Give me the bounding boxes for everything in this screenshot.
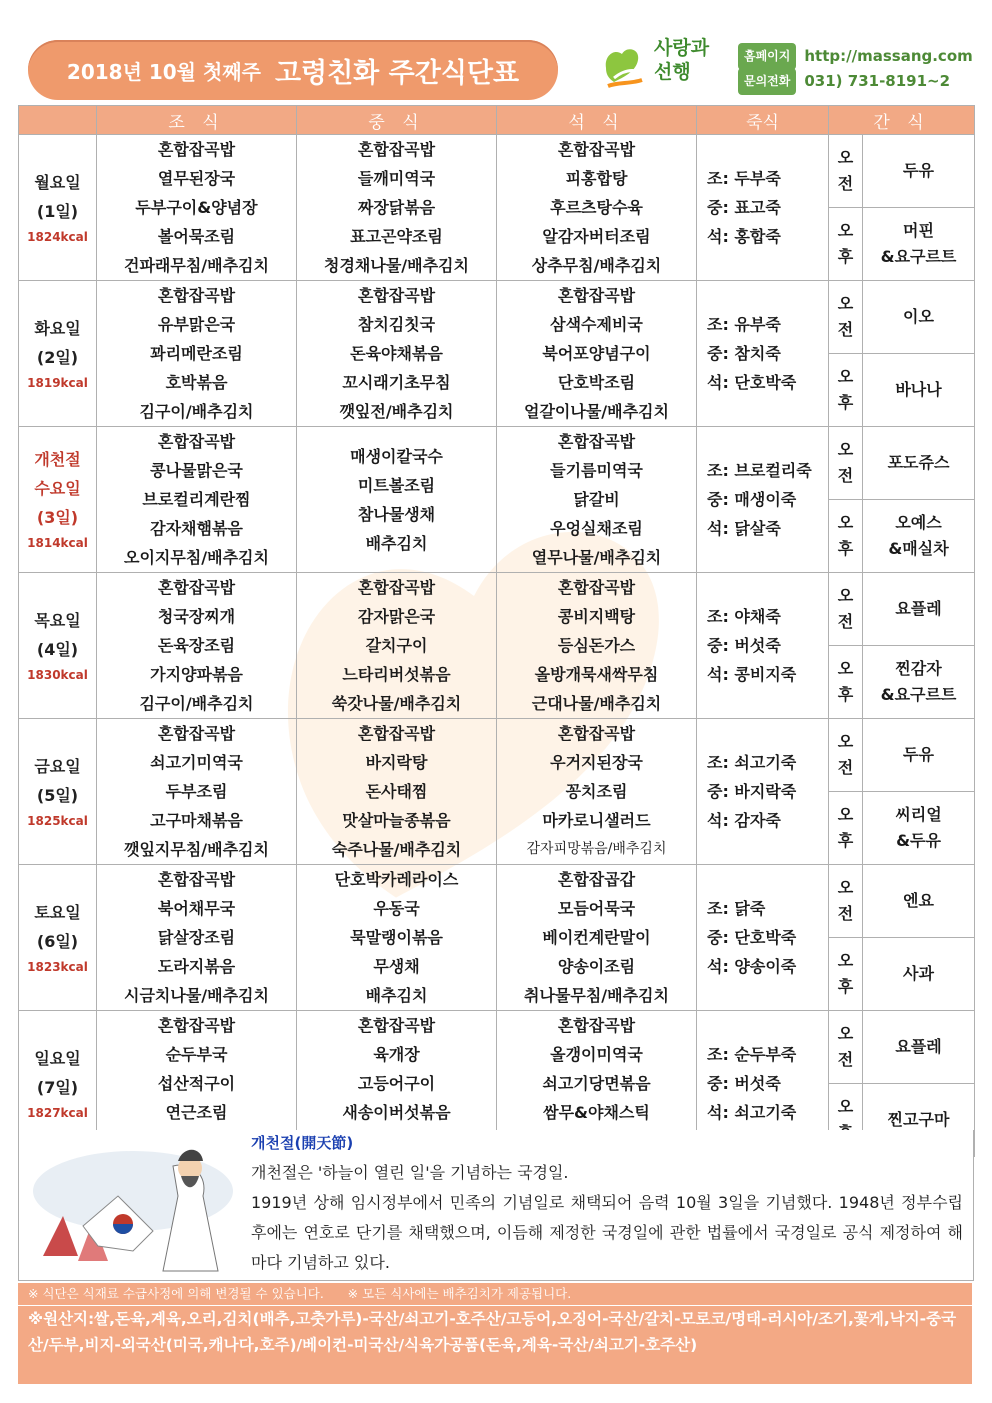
menu-item: 도라지볶음: [157, 957, 236, 976]
day-row: [19, 865, 975, 938]
menu-item: 혼합잡곡밥: [357, 286, 436, 305]
menu-item: 올갱이미역국: [550, 1045, 643, 1064]
day-row: [19, 281, 975, 354]
menu-item: 혼합잡곡밥: [557, 724, 636, 743]
info-body: [251, 1158, 963, 1278]
breakfast-cell: [97, 573, 297, 719]
am-label: 오 전: [829, 865, 863, 938]
porridge-cell: [697, 719, 829, 865]
lunch-cell: [297, 573, 497, 719]
menu-item: 혼합잡곡밥: [357, 578, 436, 597]
phone-number: 031) 731-8191~2: [804, 72, 951, 90]
porridge-item: 중: 참치죽: [707, 344, 781, 363]
menu-item: 후르츠탕수육: [550, 198, 643, 217]
porridge-item: 조: 닭죽: [707, 899, 766, 918]
menu-item: 등심돈가스: [557, 636, 636, 655]
snack-pm: 머핀 &요구르트: [863, 208, 975, 281]
menu-item: 콩비지백탕: [557, 607, 636, 626]
menu-item: 청국장찌개: [157, 607, 236, 626]
col-breakfast: 조 식: [97, 106, 297, 135]
menu-item: 혼합잡곡밥: [357, 140, 436, 159]
menu-item: 열무된장국: [157, 169, 236, 188]
am-label: 오 전: [829, 135, 863, 208]
snack-pm: 찐감자 &요구르트: [863, 646, 975, 719]
menu-item: 볼어묵조림: [157, 227, 236, 246]
day-cell: [19, 281, 97, 427]
menu-item: 혼합잡곡밥: [557, 1016, 636, 1035]
menu-item: 섭산적구이: [157, 1074, 236, 1093]
contact-box: [738, 44, 973, 94]
menu-item: 돈사태찜: [365, 782, 428, 801]
day-name: 토요일: [34, 902, 81, 922]
page-title: [28, 40, 558, 100]
day-cell: [19, 135, 97, 281]
day-date: (7일): [36, 1077, 79, 1097]
lunch-cell: [297, 427, 497, 573]
porridge-item: 석: 닭살죽: [707, 519, 781, 538]
menu-item: 고등어구이: [357, 1074, 436, 1093]
menu-item: 혼합잡곡밥: [557, 578, 636, 597]
info-title: 개천절(開天節): [251, 1134, 354, 1152]
porridge-item: 조: 두부죽: [707, 169, 781, 188]
breakfast-cell: [97, 427, 297, 573]
snack-am: 요플레: [863, 573, 975, 646]
menu-item: 꼬시래기초무침: [342, 373, 451, 392]
pm-label: 오 후: [829, 646, 863, 719]
pm-label: 오 후: [829, 208, 863, 281]
day-date: (2일): [36, 347, 79, 367]
header-row: [19, 106, 975, 135]
menu-item: 단호박카레라이스: [334, 870, 459, 889]
menu-item: 묵말랭이볶음: [350, 928, 443, 947]
menu-item: 배추김치: [365, 533, 428, 553]
menu-item: 근대나물/배추김치: [531, 694, 662, 713]
snack-am: 두유: [863, 719, 975, 792]
menu-item: 닭살장조림: [157, 928, 236, 947]
menu-item: 얼갈이나물/배추김치: [524, 402, 669, 421]
pm-label: 오: [829, 1084, 863, 1157]
pm-label: 오 후: [829, 354, 863, 427]
day-kcal: 1824kcal: [27, 229, 88, 244]
menu-item: 고구마채볶음: [150, 811, 243, 830]
menu-item: 느타리버섯볶음: [342, 665, 451, 684]
menu-item: 짜장닭볶음: [357, 198, 436, 217]
snack-pm: 사과: [863, 938, 975, 1011]
menu-item: 콩나물맑은국: [150, 461, 243, 480]
menu-item: 우동국: [373, 899, 420, 918]
porridge-item: 조: 브로컬리죽: [707, 461, 812, 480]
menu-item: 혼합잡곡밥: [157, 578, 236, 597]
day-kcal: 1823kcal: [27, 959, 88, 974]
breakfast-cell: [97, 281, 297, 427]
menu-item: 시금치나물/배추김치: [124, 986, 269, 1005]
day-cell: [19, 573, 97, 719]
title-date: 2018년 10월 첫째주: [66, 59, 261, 84]
holiday-label: 개천절: [34, 450, 81, 469]
homepage-url[interactable]: http://massang.com: [804, 47, 973, 65]
menu-item: 청경채나물/배추김치: [324, 256, 469, 275]
snack-am: 이오: [863, 281, 975, 354]
lunch-cell: [297, 865, 497, 1011]
day-row: [19, 719, 975, 792]
breakfast-cell: [97, 719, 297, 865]
porridge-item: 석: 양송이죽: [707, 957, 797, 976]
col-dinner: 석 식: [497, 106, 697, 135]
menu-item: 혼합잡곡밥: [357, 724, 436, 743]
menu-item: 단호박조림: [557, 373, 636, 392]
day-name: 목요일: [34, 610, 81, 630]
porridge-item: 조: 쇠고기죽: [707, 753, 797, 772]
porridge-item: 중: 단호박죽: [707, 928, 797, 947]
porridge-item: 조: 야채죽: [707, 607, 781, 626]
day-row: [19, 1011, 975, 1084]
menu-item: 감자채햄볶음: [150, 519, 243, 538]
homepage-tag: 홈페이지: [738, 43, 796, 70]
menu-item: 혼합잡곡밥: [157, 286, 236, 305]
day-date: (4일): [36, 639, 79, 659]
menu-item: 혼합잡곡밥: [157, 432, 236, 451]
dinner-cell: [497, 719, 697, 865]
menu-item: 혼합잡곱갑: [557, 870, 636, 889]
menu-item: 혼합잡곡밥: [557, 140, 636, 159]
menu-item: 오이지무침/배추김치: [124, 548, 269, 567]
menu-item: 미트볼조림: [357, 475, 436, 495]
menu-item: 들깨미역국: [357, 169, 436, 188]
menu-item: 혼합잡곡밥: [157, 1016, 236, 1035]
info-line-1: 개천절은 '하늘이 열린 일'을 기념하는 국경일.: [251, 1163, 569, 1182]
info-box: [18, 1130, 974, 1281]
day-date: (1일): [36, 201, 79, 221]
menu-item: 깻잎지무침/배추김치: [124, 840, 269, 859]
porridge-item: 중: 표고죽: [707, 198, 781, 217]
menu-item: 우엉실채조림: [550, 519, 643, 538]
am-label: 오 전: [829, 281, 863, 354]
menu-item: 유부맑은국: [157, 315, 236, 334]
day-name: 수요일: [34, 479, 81, 498]
menu-item: 두부구이&양념장: [135, 198, 258, 217]
menu-item: 취나물무침/배추김치: [524, 986, 669, 1005]
snack-am: 두유: [863, 135, 975, 208]
menu-item: 육개장: [373, 1045, 420, 1064]
menu-item: 마카로니샐러드: [542, 811, 651, 830]
snack-am: 요플레: [863, 1011, 975, 1084]
snack-pm: 오예스 &매실차: [863, 500, 975, 573]
porridge-item: 조: 유부죽: [707, 315, 781, 334]
menu-item: 꽈리메란조림: [150, 344, 243, 363]
day-cell: [19, 427, 97, 573]
pm-label: 오 후: [829, 500, 863, 573]
menu-item: 김구이/배추김치: [139, 694, 254, 713]
logo-line2: 선행: [654, 61, 691, 83]
porridge-item: 석: 감자죽: [707, 811, 781, 830]
day-kcal: 1814kcal: [27, 536, 88, 550]
day-date: (3일): [36, 508, 79, 527]
porridge-cell: [697, 281, 829, 427]
menu-item: 열무나물/배추김치: [531, 548, 662, 567]
menu-item: 매생이칼국수: [350, 446, 443, 466]
dinner-cell: [497, 573, 697, 719]
menu-item: 북어포양념구이: [542, 344, 651, 363]
day-row: [19, 427, 975, 500]
menu-item: 상추무침/배추김치: [531, 256, 662, 275]
menu-item: 우거지된장국: [550, 753, 643, 772]
breakfast-cell: [97, 135, 297, 281]
origin-bar: ※원산지:쌀,돈육,계육,오리,김치(배추,고춧가루)-국산/쇠고기-호주산/고등어,오징어-국산/갈치-모로코/명태-러시아/조기,꽃게,낙지-중국산/두부,비지-외국산(미국,캐나다,호주)/베이컨-미국산/식육가공품(돈육,계육-국산/쇠고기-호주산): [18, 1306, 972, 1384]
porridge-item: 중: 매생이죽: [707, 490, 797, 509]
menu-item: 감자맑은국: [357, 607, 436, 626]
day-kcal: 1827kcal: [27, 1105, 88, 1120]
menu-item: 양송이조림: [557, 957, 636, 976]
am-label: 오 전: [829, 573, 863, 646]
phone-tag: 문의전화: [738, 68, 796, 95]
menu-item: 연근조림: [165, 1103, 228, 1122]
menu-item: 쑥갓나물/배추김치: [331, 694, 462, 713]
menu-item: 깻잎전/배추김치: [339, 402, 454, 421]
notice-bar: ※ 식단은 식재료 수급사정에 의해 변경될 수 있습니다. ※ 모든 식사에는 배추김치가 제공됩니다.: [18, 1283, 972, 1305]
menu-item: 혼합잡곡밥: [357, 1016, 436, 1035]
menu-item: 참나물생채: [357, 504, 436, 524]
menu-item: 삼색수제비국: [550, 315, 643, 334]
snack-am: 포도쥬스: [863, 427, 975, 500]
breakfast-cell: [97, 865, 297, 1011]
logo-line1: 사랑과: [654, 37, 710, 59]
menu-item: 가지양파볶음: [150, 665, 243, 684]
porridge-item: 석: 쇠고기죽: [707, 1103, 797, 1122]
menu-item: 갈치구이: [365, 636, 428, 655]
menu-item: 돈육야채볶음: [350, 344, 443, 363]
am-label: 오 전: [829, 427, 863, 500]
col-porridge: 죽식: [697, 106, 829, 135]
lunch-cell: [297, 281, 497, 427]
menu-item: 혼합잡곡밥: [557, 432, 636, 451]
porridge-item: 중: 바지락죽: [707, 782, 797, 801]
day-cell: [19, 719, 97, 865]
day-row: [19, 135, 975, 208]
menu-item: 북어채무국: [157, 899, 236, 918]
day-name: 일요일: [34, 1048, 81, 1068]
menu-item: 새송이버섯볶음: [342, 1103, 451, 1122]
dinner-cell: [497, 865, 697, 1011]
pm-label: 오 후: [829, 938, 863, 1011]
pm-label: 오 후: [829, 792, 863, 865]
menu-item: 무생채: [373, 957, 420, 976]
day-name: 화요일: [34, 318, 81, 338]
lunch-cell: [297, 135, 497, 281]
day-date: (6일): [36, 931, 79, 951]
am-label: 오 전: [829, 1011, 863, 1084]
menu-item: 혼합잡곡밥: [157, 870, 236, 889]
day-kcal: 1819kcal: [27, 375, 88, 390]
menu-table: [18, 105, 975, 1157]
am-label: 오 전: [829, 719, 863, 792]
menu-item: 꽁치조림: [565, 782, 628, 801]
snack-pm: 찐고구마: [863, 1084, 975, 1157]
menu-item: 올방개묵새싹무침: [534, 665, 659, 684]
menu-item: 베이컨계란말이: [542, 928, 651, 947]
porridge-item: 조: 순두부죽: [707, 1045, 797, 1064]
menu-item: 참치김칫국: [357, 315, 436, 334]
col-lunch: 중 식: [297, 106, 497, 135]
menu-item: 알감자버터조림: [542, 227, 651, 246]
porridge-item: 석: 단호박죽: [707, 373, 797, 392]
menu-item: 닭갈비: [573, 490, 620, 509]
day-kcal: 1830kcal: [27, 667, 88, 682]
menu-item: 혼합잡곡밥: [557, 286, 636, 305]
dinner-cell: [497, 135, 697, 281]
menu-item: 호박볶음: [165, 373, 228, 392]
logo-text: [654, 36, 709, 84]
menu-item: 모듬어묵국: [557, 899, 636, 918]
menu-item: 브로컬리계란찜: [142, 490, 251, 509]
col-snack: 간 식: [829, 106, 975, 135]
day-date: (5일): [36, 785, 79, 805]
day-row: [19, 573, 975, 646]
lunch-cell: [297, 719, 497, 865]
menu-item: 혼합잡곡밥: [157, 140, 236, 159]
menu-item: 쇠고기당면볶음: [542, 1074, 651, 1093]
porridge-item: 석: 홍합죽: [707, 227, 781, 246]
menu-item: 감자피망볶음/배추김치: [526, 841, 667, 857]
menu-item: 건파래무침/배추김치: [124, 256, 269, 275]
porridge-cell: [697, 427, 829, 573]
day-cell: [19, 865, 97, 1011]
porridge-item: 중: 버섯죽: [707, 636, 781, 655]
menu-item: 표고곤약조림: [350, 227, 443, 246]
menu-item: 쇠고기미역국: [150, 753, 243, 772]
dangun-illustration-icon: [23, 1136, 248, 1276]
menu-item: 바지락탕: [365, 753, 428, 772]
porridge-cell: [697, 573, 829, 719]
snack-am: 엔요: [863, 865, 975, 938]
menu-item: 김구이/배추김치: [139, 402, 254, 421]
menu-item: 배추김치: [365, 986, 428, 1005]
menu-item: 맛살마늘종볶음: [342, 811, 451, 830]
day-kcal: 1825kcal: [27, 813, 88, 828]
porridge-item: 중: 버섯죽: [707, 1074, 781, 1093]
porridge-item: 석: 콩비지죽: [707, 665, 797, 684]
title-main: 고령친화 주간식단표: [274, 57, 520, 89]
menu-item: 들기름미역국: [550, 461, 643, 480]
dinner-cell: [497, 427, 697, 573]
menu-item: 두부조림: [165, 782, 228, 801]
porridge-cell: [697, 865, 829, 1011]
menu-item: 혼합잡곡밥: [157, 724, 236, 743]
day-name: 월요일: [34, 172, 81, 192]
menu-item: 순두부국: [165, 1045, 228, 1064]
snack-pm: 바나나: [863, 354, 975, 427]
menu-item: 돈육장조림: [157, 636, 236, 655]
info-line-2: 1919년 상해 임시정부에서 민족의 기념일로 채택되어 음력 10월 3일을 기념했다. 1948년 정부수립 후에는 연호로 단기를 채택했으며, 이듬해 제정한 국경일에 관한 법률에서 국경일로 공식 제정하여 해마다 기념하고 있다.: [251, 1193, 963, 1272]
menu-item: 쌈무&야채스틱: [543, 1103, 650, 1122]
day-name: 금요일: [34, 756, 81, 776]
menu-item: 숙주나물/배추김치: [331, 840, 462, 859]
menu-item: 피홍합탕: [565, 169, 628, 188]
corner-cell: [19, 106, 97, 135]
porridge-cell: [697, 135, 829, 281]
snack-pm: 씨리얼 &두유: [863, 792, 975, 865]
dinner-cell: [497, 281, 697, 427]
